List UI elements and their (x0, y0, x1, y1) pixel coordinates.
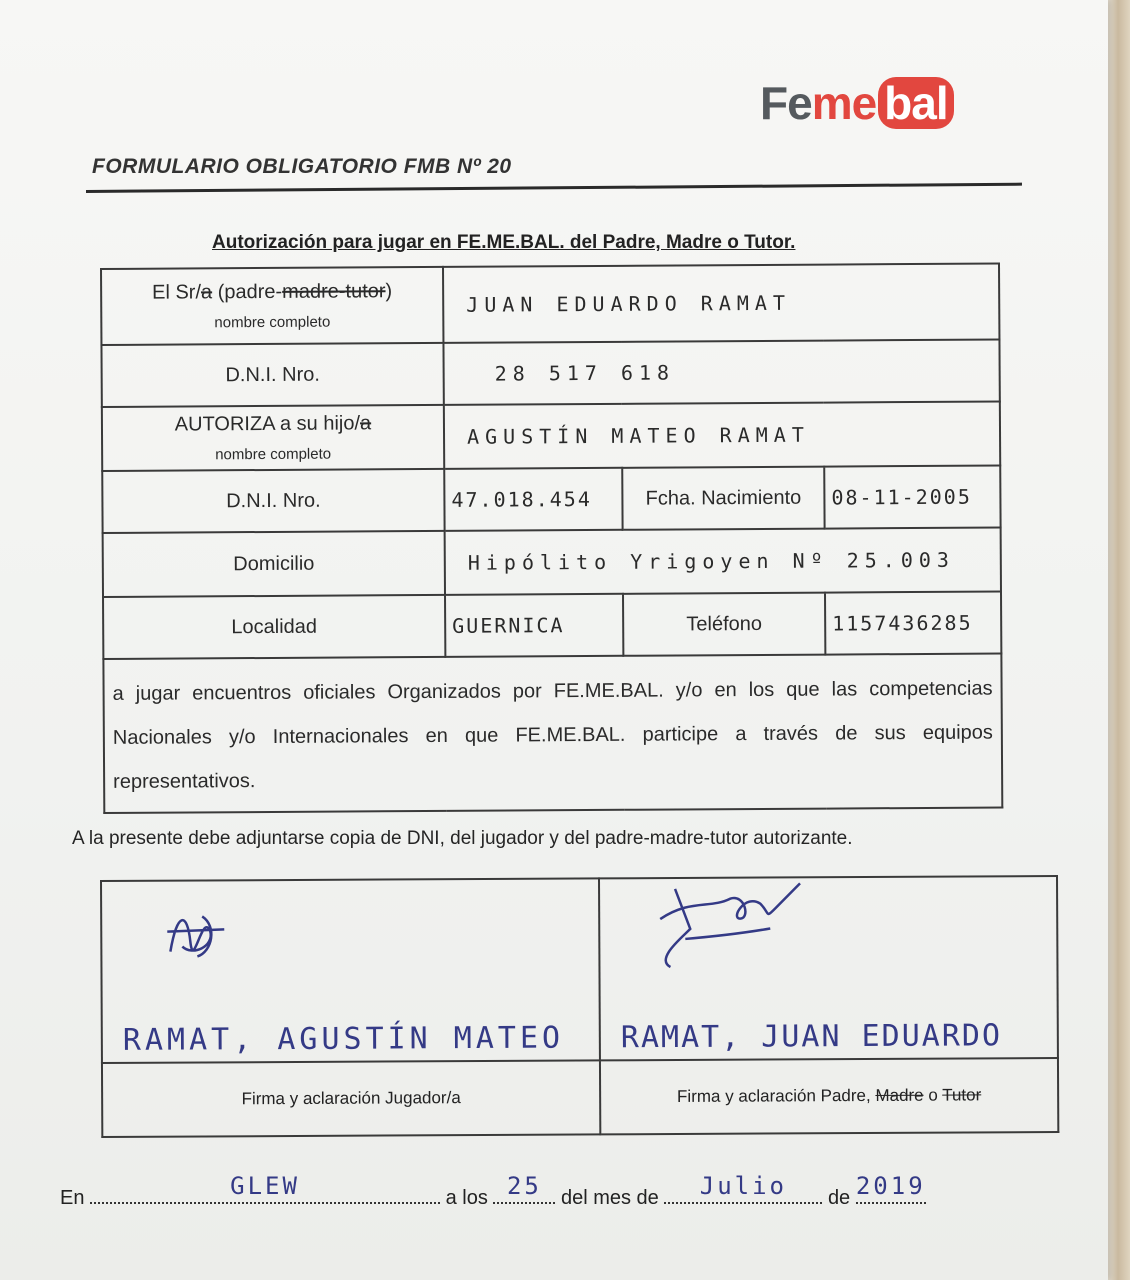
birth-date-label: Fcha. Nacimiento (622, 467, 824, 530)
address-value: Hipólito Yrigoyen Nº 25.003 (445, 528, 1001, 595)
place-date-line (60, 1172, 926, 1210)
attachment-note: A la presente debe adjuntarse copia de DNI, del jugador y del padre-madre-tutor autorizante. (72, 828, 853, 849)
femebal-logo: Feme bal (760, 78, 954, 128)
phone-value: 1157436285 (825, 592, 1001, 655)
title-divider (86, 183, 1022, 193)
player-printed-name: RAMAT, AGUSTÍN MATEO (122, 1020, 565, 1058)
parent-printed-name: RAMAT, JUAN EDUARDO (620, 1018, 1003, 1056)
player-signature-mark (162, 901, 232, 961)
place-field: GLEW (90, 1180, 440, 1204)
authorization-heading: Autorización para jugar en FE.ME.BAL. del Padre, Madre o Tutor. (212, 232, 796, 253)
authorization-paragraph: a jugar encuentros oficiales Organizados por FE.ME.BAL. y/o en los que las competencias Nacionales y/o Internacionales en que FE.ME.BAL. participe a través de sus equipos representativos. (103, 654, 1002, 813)
parent-signature-cell (599, 876, 1058, 1060)
address-label: Domicilio (103, 531, 445, 597)
authorization-table (100, 263, 1003, 814)
parent-name-sublabel: nombre completo (214, 313, 331, 332)
de-label: de (827, 1187, 851, 1209)
parent-name-value: JUAN EDUARDO RAMAT (443, 264, 999, 343)
player-signature-caption: Firma y aclaración Jugador/a (102, 1060, 600, 1137)
parent-name-label: El Sr/a (padre-madre-tutor) nombre completo (101, 267, 443, 345)
city-label: Localidad (103, 595, 445, 659)
parent-signature-mark (650, 878, 810, 974)
form-title: FORMULARIO OBLIGATORIO FMB Nº 20 (92, 155, 512, 178)
child-name-value: AGUSTÍN MATEO RAMAT (444, 402, 1000, 469)
year-field: 2019 (856, 1180, 926, 1204)
player-signature-cell (101, 878, 600, 1063)
city-value: GUERNICA (445, 594, 623, 657)
a-los-label: a los (445, 1187, 488, 1209)
birth-date-value: 08-11-2005 (824, 466, 1000, 529)
child-dni-label: D.N.I. Nro. (102, 469, 444, 533)
del-mes-label: del mes de (560, 1187, 659, 1209)
parent-signature-caption: Firma y aclaración Padre, Madre o Tutor (600, 1058, 1058, 1134)
child-name-label: AUTORIZA a su hijo/a nombre completo (102, 405, 444, 471)
parent-dni-value: 28 517 618 (443, 340, 999, 405)
month-field: Julio (664, 1180, 822, 1204)
signature-table (100, 875, 1059, 1138)
phone-label: Teléfono (623, 593, 825, 656)
en-label: En (60, 1187, 85, 1209)
day-field: 25 (493, 1180, 555, 1204)
child-dni-value: 47.018.454 (444, 468, 622, 531)
child-name-sublabel: nombre completo (215, 445, 332, 464)
parent-dni-label: D.N.I. Nro. (101, 343, 443, 407)
